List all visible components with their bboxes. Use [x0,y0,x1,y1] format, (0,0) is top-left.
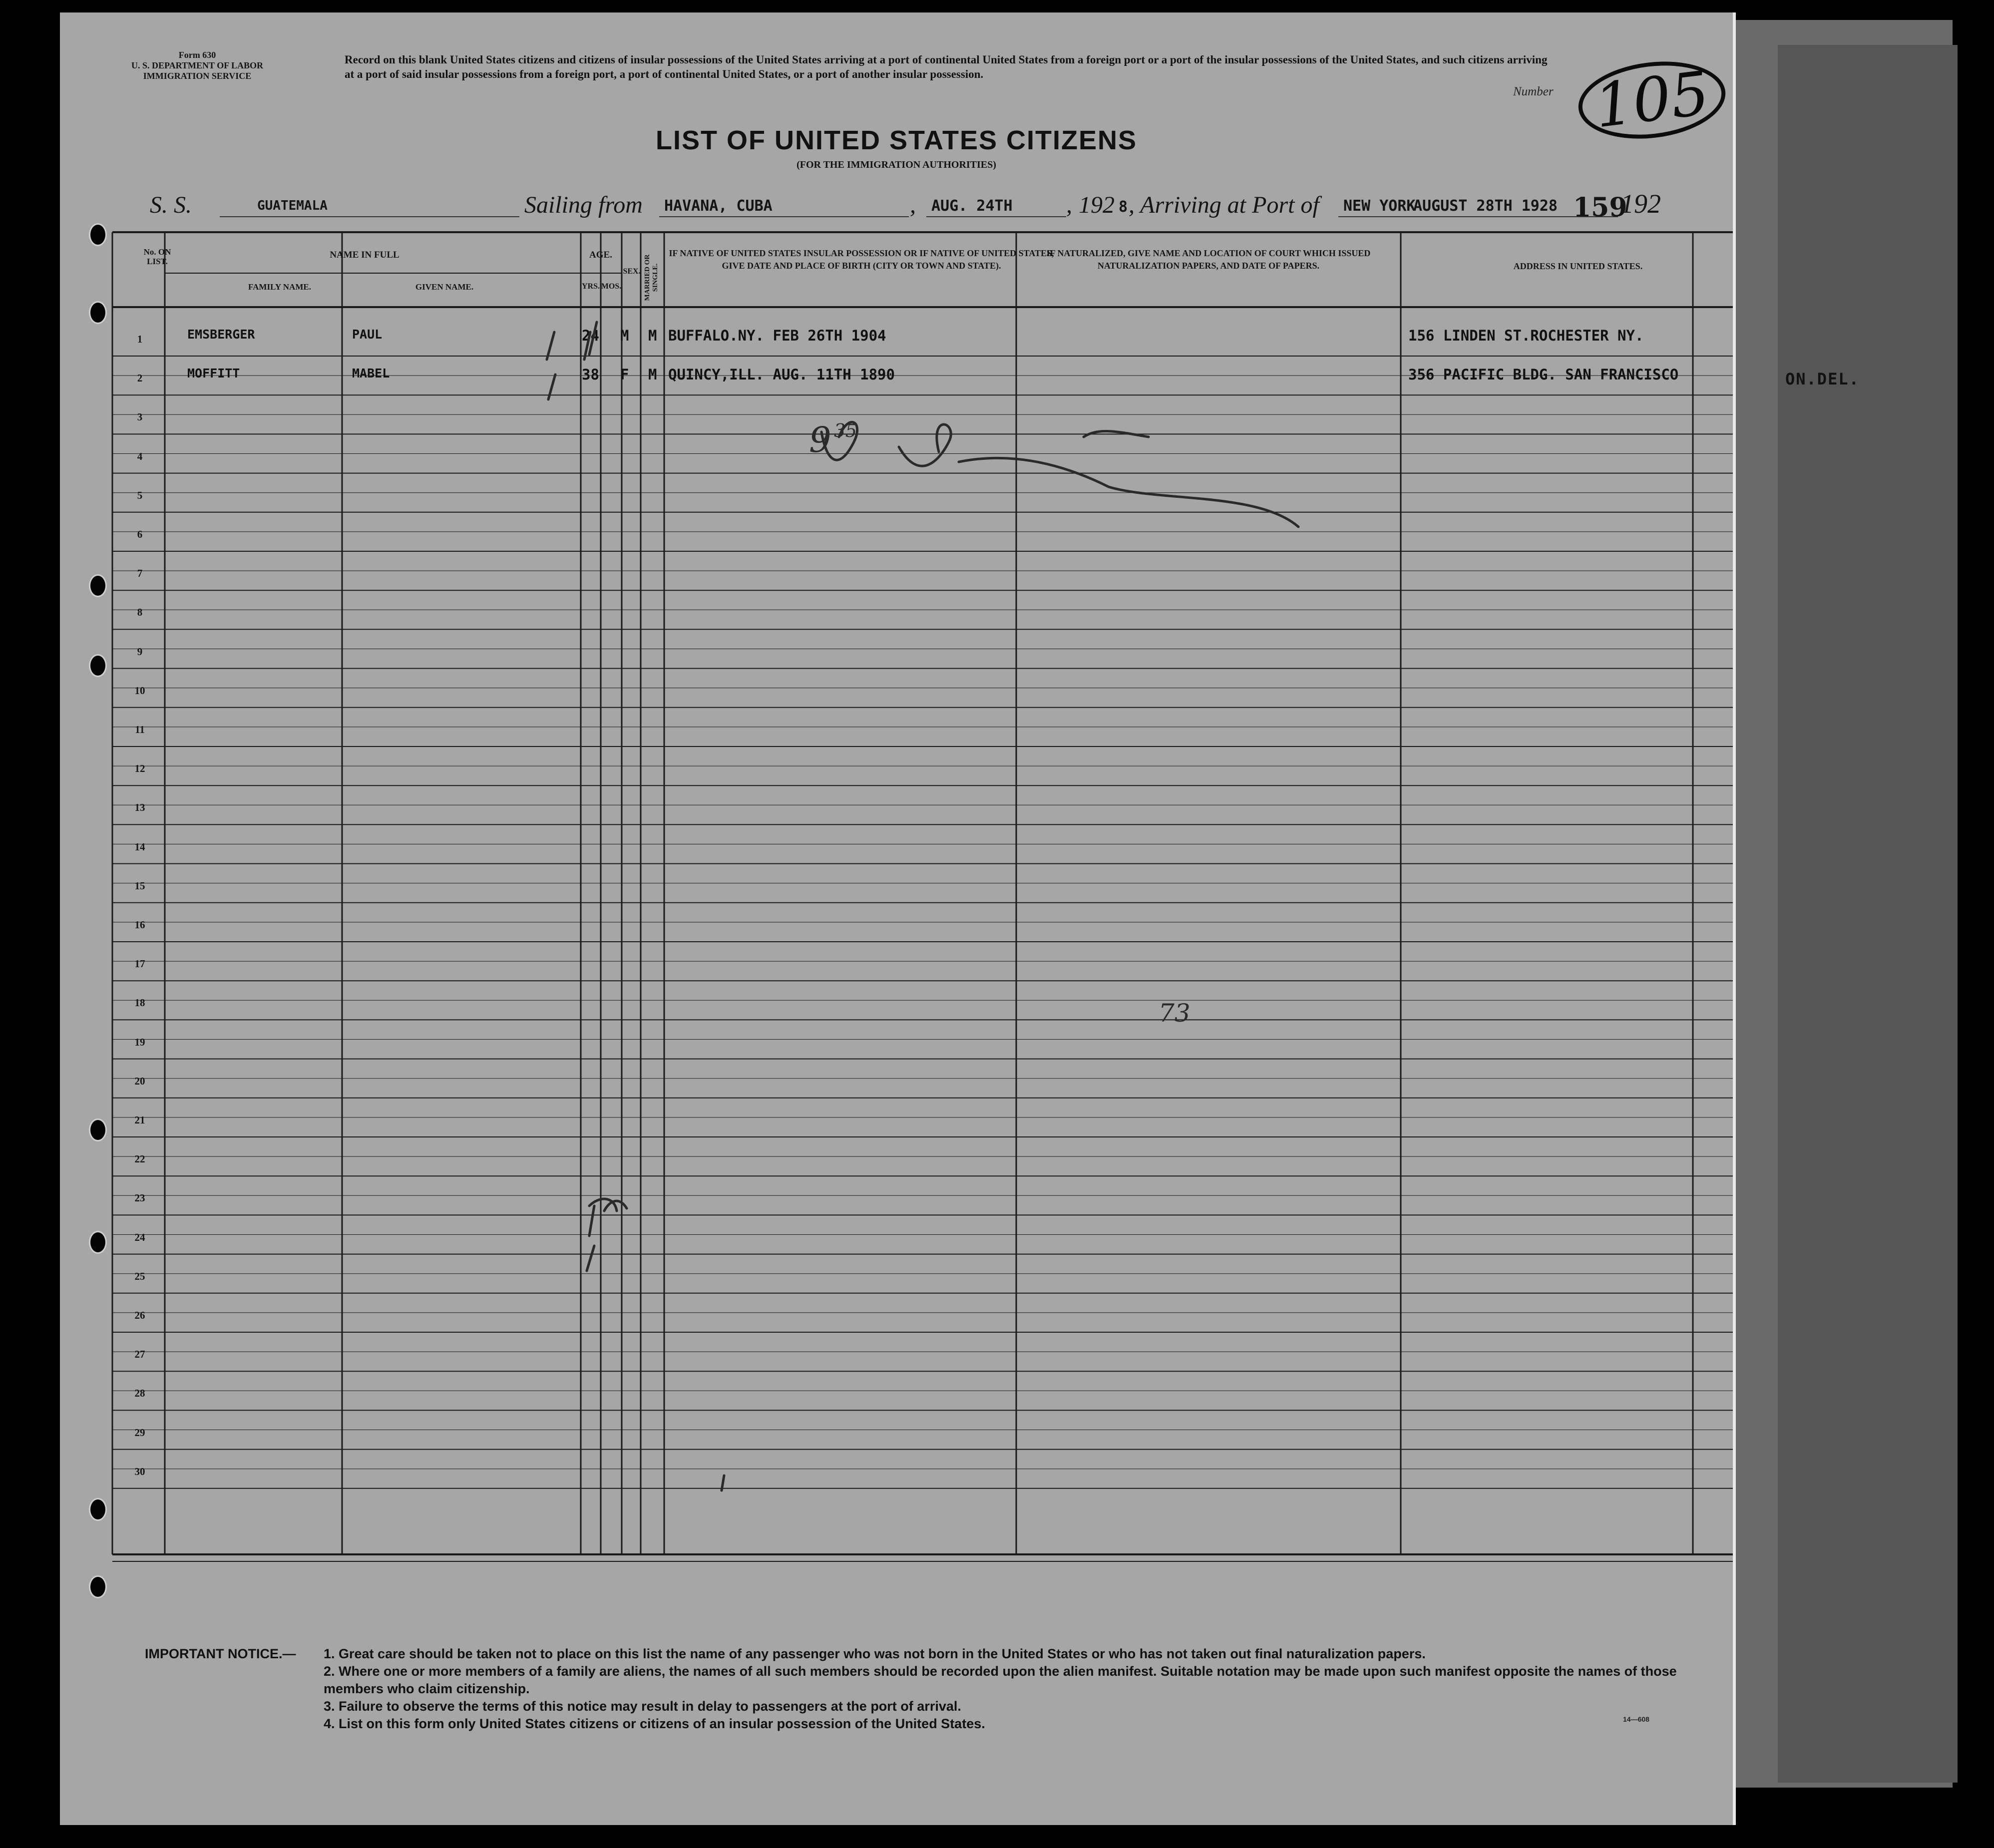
handwritten-number: 159 [1573,192,1627,223]
header-name-in-full: NAME IN FULL [330,250,399,260]
notice-label: IMPORTANT NOTICE.— [145,1646,296,1661]
given-name-cell: PAUL [352,327,383,342]
row-number: 3 [137,411,143,423]
ship-name: GUATEMALA [257,198,328,213]
given-name-cell: MABEL [352,366,390,381]
service-name: IMMIGRATION SERVICE [143,71,252,81]
header-mos: MOS. [601,282,622,291]
ss-label: S. S. [150,192,192,218]
tick-mark-1 [547,332,554,360]
row-number: 5 [137,489,143,501]
punch-hole [89,301,107,324]
signature-stroke [959,458,1298,527]
underlying-sheet-2 [1778,45,1958,1783]
row-number: 12 [134,762,145,775]
row-number: 21 [134,1114,145,1126]
row-number: 27 [134,1348,145,1361]
list-number: 105 [1574,54,1730,147]
row-number: 28 [134,1387,145,1400]
punch-hole [89,1575,107,1598]
row-number: 30 [134,1465,145,1478]
department-name: U. S. DEPARTMENT OF LABOR [131,60,264,70]
comma: , [910,192,916,218]
handwritten-marks [60,12,1733,1825]
row-number: 26 [134,1309,145,1321]
punch-hole [89,1231,107,1254]
arrival-port: NEW YORK [1343,197,1416,215]
punch-hole [89,654,107,677]
sailing-from: HAVANA, CUBA [664,197,773,215]
sex-cell: F [620,366,629,383]
punch-hole [89,1118,107,1141]
address-cell: 356 PACIFIC BLDG. SAN FRANCISCO [1408,366,1679,383]
row-number: 19 [134,1036,145,1048]
header-given-name: GIVEN NAME. [415,282,474,292]
header-family-name: FAMILY NAME. [248,282,311,292]
punch-hole [89,1498,107,1521]
birthplace-cell: QUINCY,ILL. AUG. 11TH 1890 [668,366,895,383]
row-number: 11 [135,724,145,736]
row-number: 18 [134,997,145,1009]
comma-2: , [1066,192,1072,218]
arrival-date: AUGUST 28TH 1928 [1413,197,1558,215]
row-number: 25 [134,1270,145,1282]
marital-status-cell: M [648,366,657,383]
row-number: 8 [137,606,143,619]
header-naturalized: IF NATURALIZED, GIVE NAME AND LOCATION OF COURT WHICH ISSUED NATURALIZATION PAPERS, AND DATE OF PAPERS. [1046,248,1371,271]
row-number: 2 [137,372,143,384]
marital-status-cell: M [648,327,657,344]
svg-text:9: 9 [809,419,831,460]
manifest-sheet [60,12,1736,1825]
row-number: 7 [137,567,143,580]
form-instructions: Record on this blank United States citizens and citizens of insular possessions of the United States arriving at a port of continental United States from a foreign port or a port of the insular possessions of the United States, and such citizens arriving at a port of said insular possessions from a foreign port, a port of continental United States, or a port of another insular possession. [345,53,1548,80]
family-name-cell: EMSBERGER [187,327,255,342]
header-age: AGE. [589,250,612,260]
notice-item-4: 4. List on this form only United States citizens or citizens of an insular possession of the United States. [324,1716,985,1731]
header-birth: IF NATIVE OF UNITED STATES INSULAR POSSESSION OR IF NATIVE OF UNITED STATES, GIVE DATE AND PLACE OF BIRTH (CITY OR TOWN AND STATE). [669,248,1054,271]
header-no-on-list: No. ON LIST. [143,247,171,266]
notice-item-3: 3. Failure to observe the terms of this notice may result in delay to passengers at the port of arrival. [324,1699,961,1714]
punch-hole [89,223,107,246]
row-number: 20 [134,1075,145,1087]
row-number: 10 [134,684,145,697]
header-sex: SEX. [623,267,641,276]
row-number: 9 [137,645,143,658]
row-number: 22 [134,1153,145,1165]
row-number: 24 [134,1231,145,1243]
arriving-label: , Arriving at Port of [1129,192,1319,218]
age-years-cell: 24 [582,327,599,344]
header-married-or-single: MARRIED OR SINGLE. [644,254,659,301]
page-title: LIST OF UNITED STATES CITIZENS [656,125,1137,155]
form-code: 14—608 [1623,1715,1649,1723]
page-subtitle: (FOR THE IMMIGRATION AUTHORITIES) [797,159,996,170]
row-number: 29 [134,1426,145,1439]
form-number: Form 630 [178,50,216,60]
row-number: 6 [137,528,143,540]
sailing-date: AUG. 24TH [931,197,1013,215]
row-number: 15 [134,879,145,892]
row-number: 4 [137,450,143,462]
notice-item-1: 1. Great care should be taken not to place on this list the name of any passenger who was not born in the United States or who has not taken out final naturalization papers. [324,1646,1426,1661]
row-number: 13 [134,801,145,814]
tick-mark-2 [548,374,555,399]
tick-mark-4 [587,1246,594,1271]
year-prefix: 192 [1079,192,1115,218]
underlying-sheet-text: ON.DEL. [1785,370,1860,388]
address-cell: 156 LINDEN ST.ROCHESTER NY. [1408,327,1644,344]
family-name-cell: MOFFITT [187,366,240,381]
year-label-end: 192 [1620,189,1661,219]
svg-text:35: 35 [834,421,857,441]
row-number: 1 [137,333,143,345]
notice-item-2: 2. Where one or more members of a family are aliens, the names of all such members should be recorded upon the alien manifest. Suitable notation may be made upon such manifest opposite the names of those members who claim citizenship. [324,1664,1677,1696]
sailing-label: Sailing from [524,192,643,218]
row-number: 17 [134,958,145,970]
age-years-cell: 38 [582,366,599,383]
number-label: Number [1513,85,1554,98]
row-number: 16 [134,919,145,931]
row-number: 14 [134,840,145,853]
sex-cell: M [620,327,629,344]
header-address: ADDRESS IN UNITED STATES. [1513,261,1643,271]
punch-hole [89,574,107,597]
header-yrs: YRS. [581,282,600,291]
birthplace-cell: BUFFALO.NY. FEB 26TH 1904 [668,327,886,344]
row-number: 23 [134,1192,145,1204]
margin-note: 73 [1159,999,1191,1028]
year-suffix: 8 [1119,198,1128,216]
